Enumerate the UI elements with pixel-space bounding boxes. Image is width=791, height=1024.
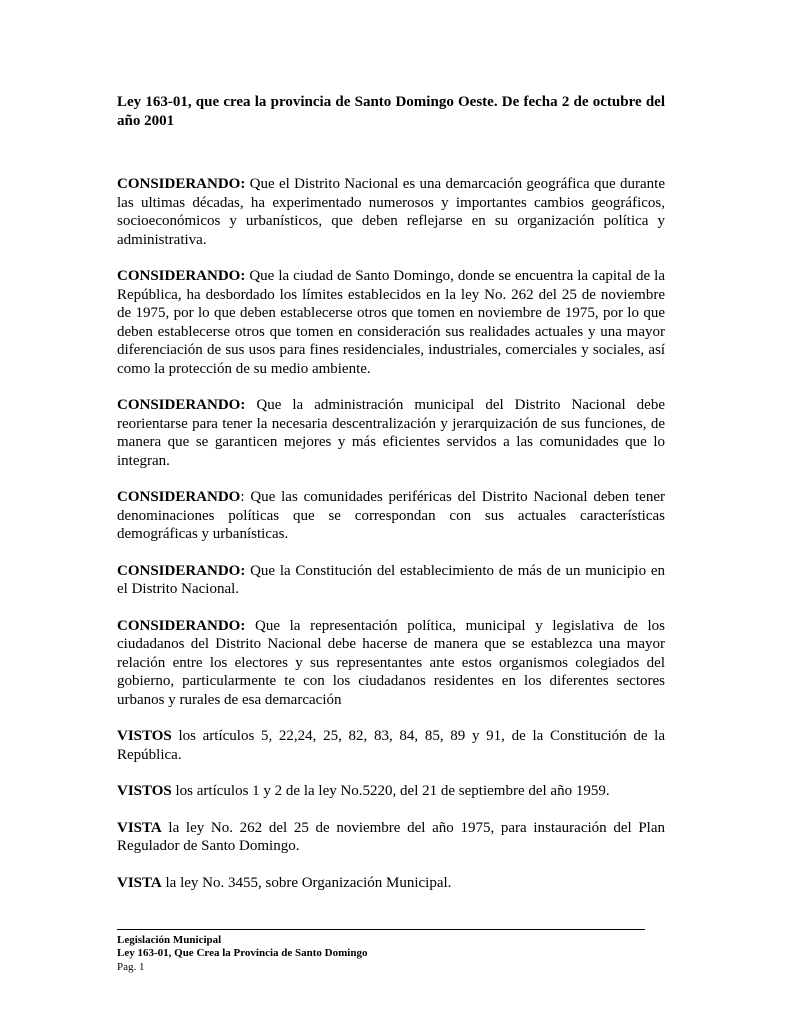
- document-page: [117, 93, 665, 910]
- footer-publication: Legislación Municipal: [117, 934, 222, 946]
- paragraph-lead: CONSIDERANDO:: [117, 617, 246, 634]
- paragraph-lead: VISTA: [117, 819, 162, 836]
- paragraph-3: [117, 396, 665, 470]
- paragraph-text: los artículos 1 y 2 de la ley No.5220, del 21 de septiembre del año 1959.: [171, 783, 610, 799]
- paragraph-text: Que el Distrito Nacional es una demarcación geográfica que durante las ultimas décadas, ha experimentado numerosos y importantes cambios geográficos, socioeconómicos y urbanísticos, que deben reflejarse en su organización política y administrativa.: [117, 176, 665, 248]
- paragraph-9: [117, 819, 665, 856]
- paragraph-1: [117, 175, 665, 249]
- footer-page-number: Pag. 1: [117, 961, 145, 973]
- paragraph-lead: CONSIDERANDO:: [117, 397, 246, 413]
- paragraph-7: [117, 727, 665, 764]
- document-body: [117, 175, 665, 892]
- paragraph-text: Que la administración municipal del Distrito Nacional debe reorientarse para tener la necesaria descentralización y jerarquización de sus funciones, de manera que se garanticen mejores y más eficientes servidos a las comunidades que lo integran.: [117, 397, 665, 469]
- paragraph-text: la ley No. 262 del 25 de noviembre del año 1975, para instauración del Plan Regulador de Santo Domingo.: [117, 819, 665, 854]
- paragraph-5: [117, 562, 665, 599]
- paragraph-text: Que la representación política, municipal y legislativa de los ciudadanos del Distrito Nacional debe hacerse de manera que se establezca una mayor relación entre los electores y sus representantes ante estos organismos colegiados del gobierno, particularmente te con los ciudadanos residentes en los diferentes sectores urbanos y rurales de esa demarcación: [117, 617, 665, 708]
- paragraph-text: los artículos 5, 22,24, 25, 82, 83, 84, 85, 89 y 91, de la Constitución de la República.: [117, 728, 665, 763]
- paragraph-10: [117, 874, 665, 893]
- page-footer: [117, 929, 645, 974]
- paragraph-text: la ley No. 3455, sobre Organización Municipal.: [161, 874, 452, 891]
- footer-law-title: Ley 163-01, Que Crea la Provincia de Santo Domingo: [117, 947, 368, 959]
- paragraph-text: Que la ciudad de Santo Domingo, donde se encuentra la capital de la República, ha desbordado los límites establecidos en la ley No. 262 del 25 de noviembre de 1975, por lo que deben establecerse otros que tomen en noviembre de 1975, por lo que deben establecerse otros que tomen en consideración sus realidades actuales y una mayor diferenciación de sus usos para fines residenciales, industriales, comerciales y sociales, así como la protección de su medio ambiente.: [117, 268, 665, 377]
- paragraph-lead: CONSIDERANDO:: [117, 268, 246, 284]
- paragraph-lead: VISTOS: [117, 728, 172, 744]
- paragraph-lead: VISTOS: [117, 783, 172, 799]
- paragraph-lead: CONSIDERANDO: [117, 489, 241, 505]
- paragraph-lead: VISTA: [117, 874, 162, 891]
- paragraph-2: [117, 267, 665, 378]
- paragraph-8: [117, 782, 665, 801]
- paragraph-text: : Que las comunidades periféricas del Distrito Nacional deben tener denominaciones políticas que se correspondan con sus actuales características demográficas y urbanísticas.: [117, 489, 665, 542]
- paragraph-lead: CONSIDERANDO:: [117, 562, 246, 579]
- paragraph-lead: CONSIDERANDO:: [117, 176, 246, 192]
- paragraph-6: [117, 617, 665, 710]
- paragraph-text: Que la Constitución del establecimiento de más de un municipio en el Distrito Nacional.: [117, 562, 665, 597]
- paragraph-4: [117, 488, 665, 544]
- document-title: Ley 163-01, que crea la provincia de Santo Domingo Oeste. De fecha 2 de octubre del año 2001: [117, 94, 665, 129]
